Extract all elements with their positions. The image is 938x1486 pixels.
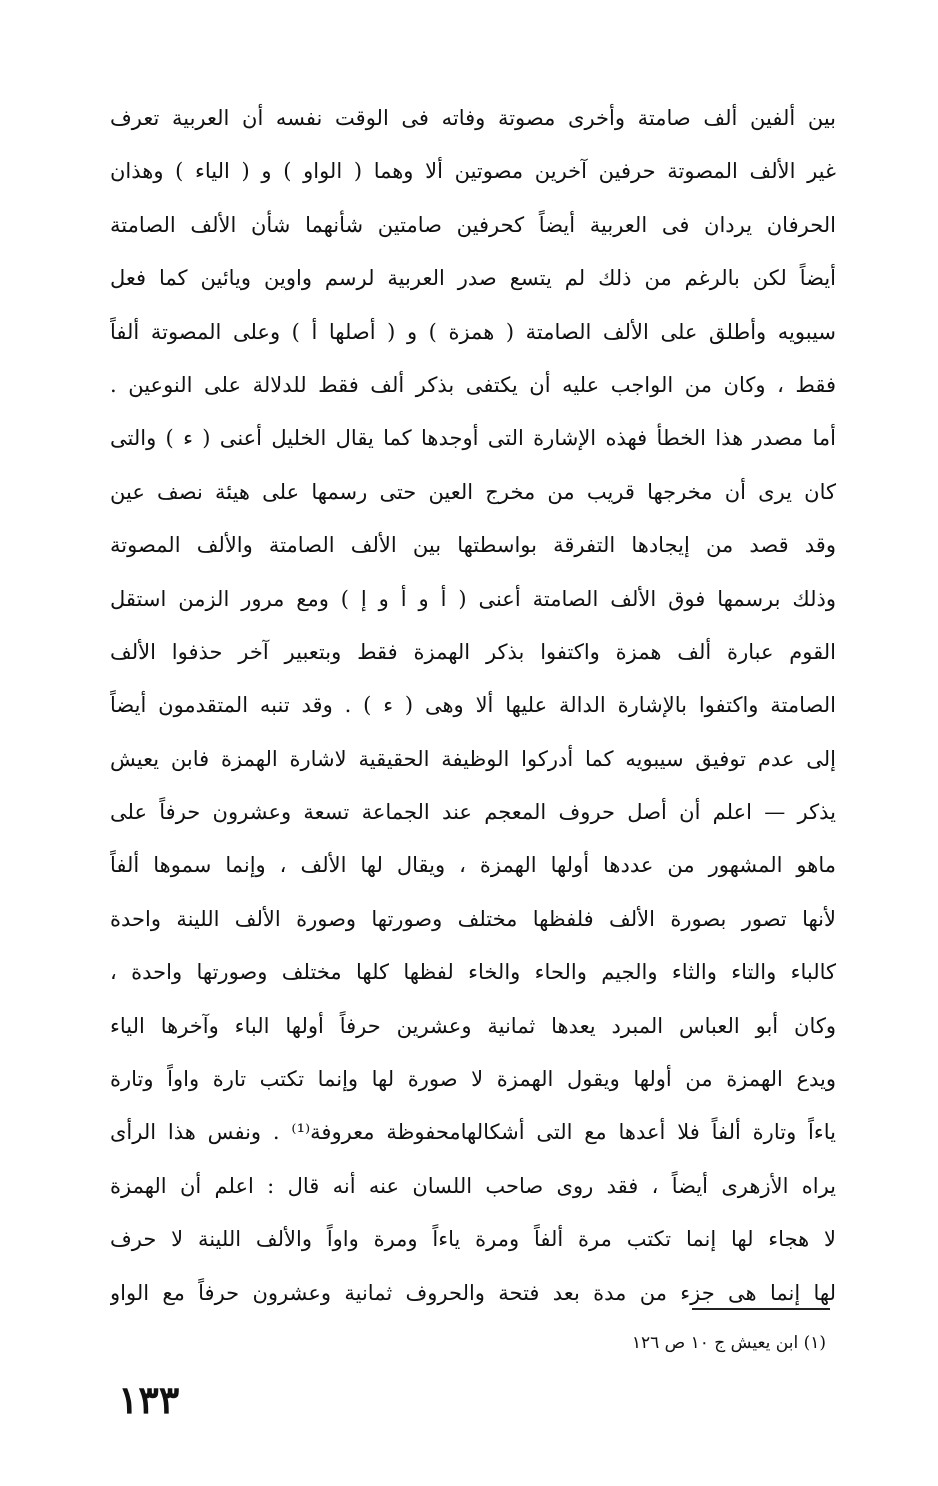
text-line: فقط ، وكان من الواجب عليه أن يكتفى بذكر ألف فقط للدلالة على النوعين .: [110, 372, 836, 397]
text-line: أيضاً لكن بالرغم من ذلك لم يتسع صدر العربية لرسم واوين ويائين كما فعل: [110, 266, 836, 291]
text-line: لها إنما هى جزء من مدة بعد فتحة والحروف ثمانية وعشرون حرفاً مع الواو: [110, 1280, 836, 1305]
footnote: (١) ابن يعيش ج ١٠ ص ١٢٦: [631, 1333, 826, 1353]
text-line: كان يرى أن مخرجها قريب من مخرج العين حتى رسمها على هيئة نصف عين: [110, 479, 836, 504]
text-line: وقد قصد من إيجادها التفرقة بواسطتها بين الألف الصامتة والألف المصوتة: [110, 533, 836, 558]
text-line: أما مصدر هذا الخطأ فهذه الإشارة التى أوجدها كما يقال الخليل أعنى ( ء ) والتى: [110, 426, 836, 451]
text-line: غير الألف المصوتة حرفين آخرين مصوتين ألا وهما ( الواو ) و ( الياء ) وهذان: [110, 159, 836, 184]
text-line: ويدع الهمزة من أولها ويقول الهمزة لا صورة لها وإنما تكتب تارة واواً وتارة: [110, 1067, 836, 1092]
text-line: وكان أبو العباس المبرد يعدها ثمانية وعشرين حرفاً أولها الباء وآخرها الياء: [110, 1013, 836, 1038]
body-text: [110, 92, 836, 1320]
page-number: ١٣٣: [118, 1377, 180, 1422]
footnote-divider: [692, 1308, 830, 1310]
text-line: سيبويه وأطلق على الألف الصامتة ( همزة ) و ( أصلها أ ) وعلى المصوتة ألفاً: [110, 319, 836, 344]
text-line: كالباء والتاء والثاء والجيم والحاء والخاء لفظها كلها مختلف وصورتها واحدة ،: [110, 960, 836, 985]
text-line: يراه الأزهرى أيضاً ، فقد روى صاحب اللسان عنه أنه قال : اعلم أن الهمزة: [110, 1173, 836, 1198]
text-line: لأنها تصور بصورة الألف فلفظها مختلف وصورتها وصورة الألف اللينة واحدة: [110, 906, 836, 931]
text-line: لا هجاء لها إنما تكتب مرة ألفاً ومرة ياءاً ومرة واواً والألف اللينة لا حرف: [110, 1227, 836, 1252]
text-line: الصامتة واكتفوا بالإشارة الدالة عليها ألا وهى ( ء ) . وقد تنبه المتقدمون أيضاً: [110, 693, 836, 718]
text-line: القوم عبارة ألف همزة واكتفوا بذكر الهمزة فقط وبتعبير آخر حذفوا الألف: [110, 639, 836, 664]
text-line: إلى عدم توفيق سيبويه كما أدركوا الوظيفة الحقيقية لاشارة الهمزة فابن يعيش: [110, 746, 836, 771]
text-line: ياءاً وتارة ألفاً فلا أعدها مع التى أشكالهامحفوظة معروفة⁽¹⁾ . ونفس هذا الرأى: [110, 1120, 836, 1145]
text-line: يذكر — اعلم أن أصل حروف المعجم عند الجماعة تسعة وعشرون حرفاً على: [110, 800, 836, 825]
text-line: ماهو المشهور من عددها أولها الهمزة ، ويقال لها الألف ، وإنما سموها ألفاً: [110, 853, 836, 878]
text-line: بين ألفين ألف صامتة وأخرى مصوتة وفاته فى الوقت نفسه أن العربية تعرف: [110, 106, 836, 130]
text-line: وذلك برسمها فوق الألف الصامتة أعنى ( أ و أ و إ ) ومع مرور الزمن استقل: [110, 586, 836, 611]
text-line: الحرفان يردان فى العربية أيضاً كحرفين صامتين شأنهما شأن الألف الصامتة: [110, 212, 836, 237]
